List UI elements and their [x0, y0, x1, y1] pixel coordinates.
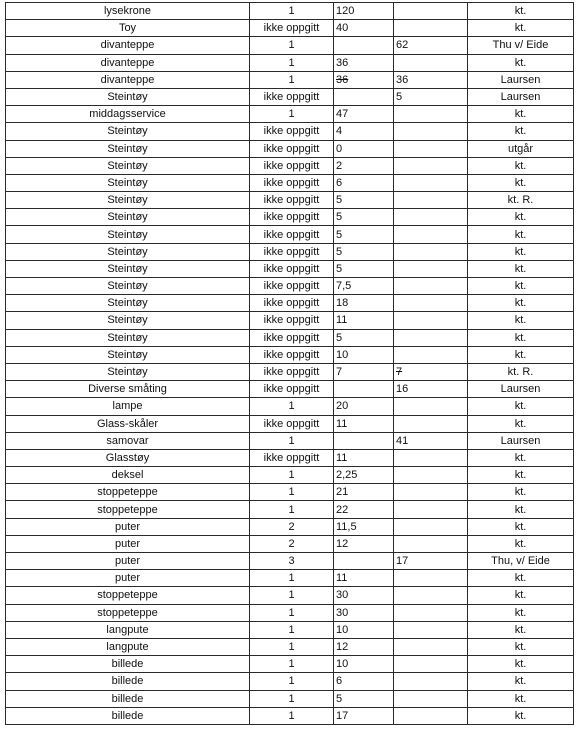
quantity-cell: ikke oppgitt [250, 226, 334, 243]
buyer-cell: kt. [468, 415, 574, 432]
second-price-cell [394, 106, 468, 123]
item-name-cell: billede [6, 707, 250, 724]
price-cell: 4 [334, 123, 394, 140]
price-cell: 36 [334, 71, 394, 88]
table-row [6, 157, 574, 174]
item-name-cell: deksel [6, 467, 250, 484]
second-price-cell [394, 346, 468, 363]
buyer-cell: kt. [468, 707, 574, 724]
item-name-cell: puter [6, 570, 250, 587]
quantity-cell: 1 [250, 467, 334, 484]
buyer-cell: kt. [468, 673, 574, 690]
quantity-cell: ikke oppgitt [250, 209, 334, 226]
second-price-cell [394, 123, 468, 140]
item-name-cell: Steintøy [6, 346, 250, 363]
table-row [6, 381, 574, 398]
buyer-cell: kt. [468, 690, 574, 707]
table-row [6, 71, 574, 88]
second-price-cell [394, 329, 468, 346]
second-price-cell [394, 260, 468, 277]
second-price-cell: 7 [394, 363, 468, 380]
table-row [6, 226, 574, 243]
item-name-cell: puter [6, 535, 250, 552]
price-cell: 20 [334, 398, 394, 415]
buyer-cell: kt. [468, 157, 574, 174]
item-name-cell: billede [6, 673, 250, 690]
second-price-cell [394, 312, 468, 329]
item-name-cell: Steintøy [6, 157, 250, 174]
quantity-cell: ikke oppgitt [250, 260, 334, 277]
second-price-cell [394, 243, 468, 260]
quantity-cell: ikke oppgitt [250, 20, 334, 37]
price-cell: 5 [334, 260, 394, 277]
buyer-cell: Laursen [468, 88, 574, 105]
item-name-cell: billede [6, 656, 250, 673]
item-name-cell: stoppeteppe [6, 484, 250, 501]
quantity-cell: ikke oppgitt [250, 157, 334, 174]
second-price-cell [394, 192, 468, 209]
quantity-cell: 1 [250, 621, 334, 638]
second-price-cell [394, 278, 468, 295]
second-price-cell [394, 157, 468, 174]
quantity-cell: 1 [250, 54, 334, 71]
second-price-cell [394, 673, 468, 690]
buyer-cell: kt. [468, 295, 574, 312]
price-cell: 30 [334, 604, 394, 621]
quantity-cell: ikke oppgitt [250, 415, 334, 432]
quantity-cell: 1 [250, 656, 334, 673]
quantity-cell: ikke oppgitt [250, 192, 334, 209]
buyer-cell: kt. [468, 604, 574, 621]
table-row [6, 415, 574, 432]
item-name-cell: Steintøy [6, 88, 250, 105]
item-name-cell: Diverse småting [6, 381, 250, 398]
buyer-cell: kt. R. [468, 192, 574, 209]
second-price-cell [394, 501, 468, 518]
second-price-cell [394, 3, 468, 20]
buyer-cell: kt. [468, 260, 574, 277]
buyer-cell: kt. [468, 398, 574, 415]
price-cell: 5 [334, 226, 394, 243]
table-row [6, 707, 574, 724]
second-price-cell [394, 518, 468, 535]
table-row [6, 467, 574, 484]
quantity-cell: 1 [250, 690, 334, 707]
item-name-cell: stoppeteppe [6, 604, 250, 621]
item-name-cell: divanteppe [6, 37, 250, 54]
item-name-cell: Steintøy [6, 226, 250, 243]
second-price-cell [394, 226, 468, 243]
second-price-cell: 17 [394, 553, 468, 570]
quantity-cell: 1 [250, 587, 334, 604]
second-price-cell [394, 484, 468, 501]
table-body [6, 3, 574, 725]
quantity-cell: 1 [250, 106, 334, 123]
buyer-cell: kt. [468, 226, 574, 243]
item-name-cell: Steintøy [6, 209, 250, 226]
quantity-cell: 1 [250, 3, 334, 20]
quantity-cell: ikke oppgitt [250, 363, 334, 380]
item-name-cell: Steintøy [6, 363, 250, 380]
price-cell [334, 553, 394, 570]
buyer-cell: kt. [468, 638, 574, 655]
auction-table [5, 2, 574, 725]
buyer-cell: utgår [468, 140, 574, 157]
table-row [6, 621, 574, 638]
second-price-cell [394, 209, 468, 226]
price-cell: 11,5 [334, 518, 394, 535]
table-row [6, 123, 574, 140]
table-row [6, 3, 574, 20]
item-name-cell: Glass-skåler [6, 415, 250, 432]
price-cell: 5 [334, 192, 394, 209]
second-price-cell: 5 [394, 88, 468, 105]
buyer-cell: Thu v/ Eide [468, 37, 574, 54]
buyer-cell: kt. [468, 570, 574, 587]
item-name-cell: Steintøy [6, 123, 250, 140]
second-price-cell [394, 140, 468, 157]
item-name-cell: langpute [6, 621, 250, 638]
quantity-cell: 3 [250, 553, 334, 570]
table-row [6, 37, 574, 54]
second-price-cell [394, 707, 468, 724]
table-row [6, 638, 574, 655]
table-row [6, 140, 574, 157]
table-row [6, 501, 574, 518]
second-price-cell [394, 656, 468, 673]
buyer-cell: kt. [468, 106, 574, 123]
item-name-cell: puter [6, 553, 250, 570]
second-price-cell [394, 54, 468, 71]
item-name-cell: lysekrone [6, 3, 250, 20]
item-name-cell: Steintøy [6, 140, 250, 157]
buyer-cell: kt. [468, 312, 574, 329]
quantity-cell: ikke oppgitt [250, 295, 334, 312]
table-row [6, 449, 574, 466]
price-cell: 36 [334, 54, 394, 71]
table-row [6, 54, 574, 71]
price-cell [334, 381, 394, 398]
buyer-cell: kt. [468, 587, 574, 604]
item-name-cell: Steintøy [6, 278, 250, 295]
item-name-cell: Steintøy [6, 260, 250, 277]
buyer-cell: kt. [468, 174, 574, 191]
price-cell: 22 [334, 501, 394, 518]
table-row [6, 570, 574, 587]
table-row [6, 484, 574, 501]
quantity-cell: 1 [250, 432, 334, 449]
quantity-cell: ikke oppgitt [250, 174, 334, 191]
quantity-cell: ikke oppgitt [250, 243, 334, 260]
second-price-cell [394, 415, 468, 432]
price-cell: 17 [334, 707, 394, 724]
second-price-cell [394, 449, 468, 466]
buyer-cell: Laursen [468, 432, 574, 449]
price-cell: 2 [334, 157, 394, 174]
second-price-cell [394, 535, 468, 552]
item-name-cell: Steintøy [6, 312, 250, 329]
buyer-cell: Laursen [468, 381, 574, 398]
quantity-cell: 1 [250, 707, 334, 724]
price-cell: 6 [334, 174, 394, 191]
price-cell: 40 [334, 20, 394, 37]
price-cell: 0 [334, 140, 394, 157]
second-price-cell [394, 587, 468, 604]
buyer-cell: kt. [468, 484, 574, 501]
table-row [6, 295, 574, 312]
second-price-cell: 36 [394, 71, 468, 88]
quantity-cell: ikke oppgitt [250, 381, 334, 398]
price-cell: 47 [334, 106, 394, 123]
quantity-cell: ikke oppgitt [250, 449, 334, 466]
table-row [6, 174, 574, 191]
item-name-cell: Glasstøy [6, 449, 250, 466]
table-row [6, 346, 574, 363]
quantity-cell: 1 [250, 604, 334, 621]
price-cell: 5 [334, 243, 394, 260]
quantity-cell: 1 [250, 484, 334, 501]
price-cell: 11 [334, 415, 394, 432]
table-row [6, 278, 574, 295]
buyer-cell: kt. [468, 20, 574, 37]
buyer-cell: kt. [468, 329, 574, 346]
quantity-cell: ikke oppgitt [250, 312, 334, 329]
buyer-cell: kt. [468, 278, 574, 295]
quantity-cell: ikke oppgitt [250, 123, 334, 140]
item-name-cell: Steintøy [6, 192, 250, 209]
buyer-cell: kt. [468, 3, 574, 20]
buyer-cell: kt. [468, 54, 574, 71]
quantity-cell: ikke oppgitt [250, 140, 334, 157]
buyer-cell: kt. [468, 243, 574, 260]
quantity-cell: ikke oppgitt [250, 329, 334, 346]
quantity-cell: 1 [250, 398, 334, 415]
item-name-cell: samovar [6, 432, 250, 449]
buyer-cell: kt. [468, 209, 574, 226]
quantity-cell: 1 [250, 570, 334, 587]
second-price-cell [394, 174, 468, 191]
quantity-cell: 2 [250, 518, 334, 535]
second-price-cell [394, 398, 468, 415]
price-cell: 11 [334, 312, 394, 329]
table-row [6, 192, 574, 209]
table-row [6, 260, 574, 277]
price-cell: 5 [334, 690, 394, 707]
second-price-cell: 62 [394, 37, 468, 54]
buyer-cell: kt. [468, 467, 574, 484]
quantity-cell: 1 [250, 501, 334, 518]
second-price-cell [394, 467, 468, 484]
item-name-cell: Steintøy [6, 243, 250, 260]
quantity-cell: ikke oppgitt [250, 88, 334, 105]
price-cell [334, 88, 394, 105]
second-price-cell [394, 570, 468, 587]
item-name-cell: Toy [6, 20, 250, 37]
item-name-cell: langpute [6, 638, 250, 655]
price-cell: 7 [334, 363, 394, 380]
table-row [6, 535, 574, 552]
table-row [6, 88, 574, 105]
table-row [6, 209, 574, 226]
price-cell: 2,25 [334, 467, 394, 484]
price-cell: 11 [334, 449, 394, 466]
second-price-cell [394, 638, 468, 655]
table-row [6, 243, 574, 260]
table-row [6, 106, 574, 123]
table-row [6, 604, 574, 621]
buyer-cell: kt. [468, 123, 574, 140]
price-cell: 21 [334, 484, 394, 501]
quantity-cell: 1 [250, 71, 334, 88]
second-price-cell [394, 690, 468, 707]
price-cell: 12 [334, 535, 394, 552]
price-cell: 5 [334, 329, 394, 346]
price-cell: 11 [334, 570, 394, 587]
table-row [6, 587, 574, 604]
table-row [6, 398, 574, 415]
quantity-cell: 1 [250, 673, 334, 690]
quantity-cell: ikke oppgitt [250, 278, 334, 295]
price-cell [334, 432, 394, 449]
buyer-cell: kt. [468, 501, 574, 518]
table-row [6, 656, 574, 673]
item-name-cell: Steintøy [6, 329, 250, 346]
quantity-cell: 1 [250, 37, 334, 54]
buyer-cell: kt. [468, 621, 574, 638]
second-price-cell: 16 [394, 381, 468, 398]
price-cell: 5 [334, 209, 394, 226]
price-cell: 18 [334, 295, 394, 312]
price-cell: 7,5 [334, 278, 394, 295]
second-price-cell [394, 621, 468, 638]
item-name-cell: stoppeteppe [6, 501, 250, 518]
price-cell: 10 [334, 621, 394, 638]
item-name-cell: lampe [6, 398, 250, 415]
table-row [6, 690, 574, 707]
table-row [6, 363, 574, 380]
quantity-cell: ikke oppgitt [250, 346, 334, 363]
buyer-cell: kt. [468, 518, 574, 535]
item-name-cell: billede [6, 690, 250, 707]
price-cell: 30 [334, 587, 394, 604]
buyer-cell: kt. R. [468, 363, 574, 380]
price-cell [334, 37, 394, 54]
item-name-cell: divanteppe [6, 71, 250, 88]
second-price-cell [394, 295, 468, 312]
quantity-cell: 2 [250, 535, 334, 552]
price-cell: 10 [334, 656, 394, 673]
buyer-cell: Thu, v/ Eide [468, 553, 574, 570]
item-name-cell: stoppeteppe [6, 587, 250, 604]
price-cell: 10 [334, 346, 394, 363]
item-name-cell: Steintøy [6, 295, 250, 312]
item-name-cell: divanteppe [6, 54, 250, 71]
buyer-cell: kt. [468, 535, 574, 552]
buyer-cell: Laursen [468, 71, 574, 88]
table-row [6, 20, 574, 37]
buyer-cell: kt. [468, 656, 574, 673]
table-row [6, 518, 574, 535]
table-row [6, 312, 574, 329]
item-name-cell: puter [6, 518, 250, 535]
item-name-cell: Steintøy [6, 174, 250, 191]
table-row [6, 329, 574, 346]
price-cell: 12 [334, 638, 394, 655]
price-cell: 6 [334, 673, 394, 690]
second-price-cell: 41 [394, 432, 468, 449]
second-price-cell [394, 20, 468, 37]
second-price-cell [394, 604, 468, 621]
price-cell: 120 [334, 3, 394, 20]
table-row [6, 432, 574, 449]
buyer-cell: kt. [468, 346, 574, 363]
table-row [6, 553, 574, 570]
buyer-cell: kt. [468, 449, 574, 466]
table-row [6, 673, 574, 690]
quantity-cell: 1 [250, 638, 334, 655]
item-name-cell: middagsservice [6, 106, 250, 123]
